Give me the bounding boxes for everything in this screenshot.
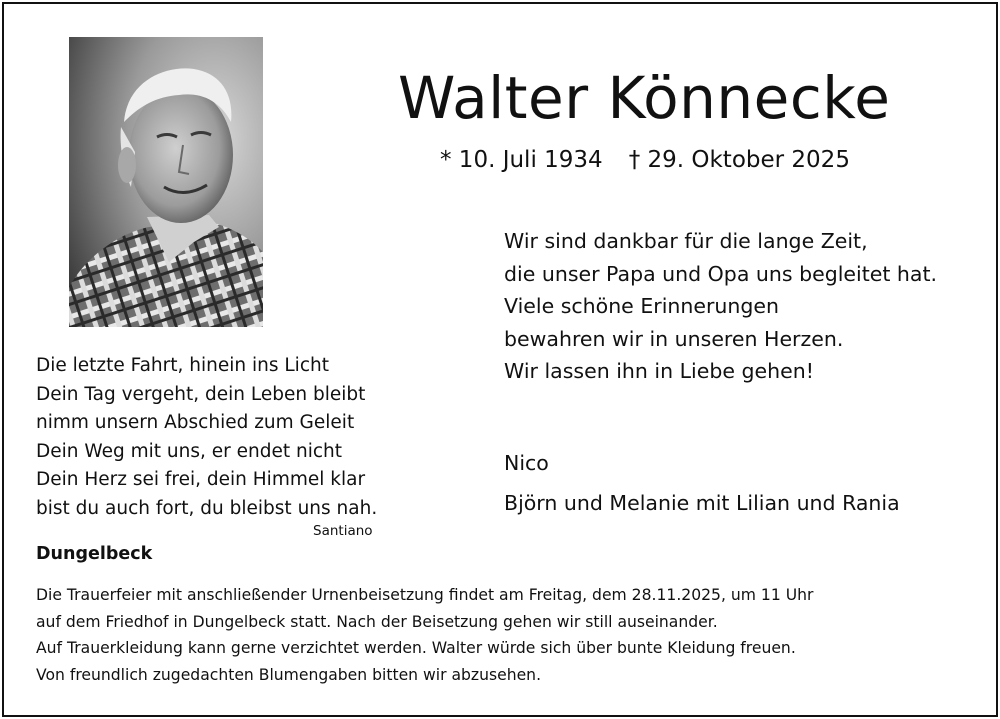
poem-line: Dein Herz sei frei, dein Himmel klar xyxy=(36,469,366,490)
quote-line: die unser Papa und Opa uns begleitet hat. xyxy=(504,261,938,286)
poem-line: Dein Tag vergeht, dein Leben bleibt xyxy=(36,383,366,405)
poem-line: bist du auch fort, du bleibst uns nah. xyxy=(36,497,378,519)
poem-line: Die letzte Fahrt, hinein ins Licht xyxy=(36,355,329,376)
poem-author: Santiano xyxy=(313,523,373,539)
info-line: Auf Trauerkleidung kann gerne verzichtet werden. Walter würde sich über bunte Kleidung freuen. xyxy=(36,639,796,657)
quote-line: Viele schöne Erinnerungen xyxy=(504,294,780,318)
funeral-info xyxy=(36,582,813,688)
family-member: Nico xyxy=(504,451,549,475)
family-quote xyxy=(504,225,937,388)
portrait-photo xyxy=(69,37,263,327)
poem-line: nimm unsern Abschied zum Geleit xyxy=(36,412,355,433)
death-date: † 29. Oktober 2025 xyxy=(628,147,850,173)
info-line: Von freundlich zugedachten Blumengaben bitten wir abzusehen. xyxy=(36,665,542,684)
quote-line: Wir lassen ihn in Liebe gehen! xyxy=(504,359,814,383)
family-member: Björn und Melanie mit Lilian und Rania xyxy=(504,491,900,515)
quote-line: bewahren wir in unseren Herzen. xyxy=(504,326,844,351)
deceased-name: Walter Könnecke xyxy=(398,64,891,132)
poem xyxy=(36,352,377,523)
life-dates xyxy=(440,147,850,173)
info-line: Die Trauerfeier mit anschließender Urnenbeisetzung findet am Freitag, dem 28.11.2025, um 11 Uhr xyxy=(36,586,814,604)
quote-line: Wir sind dankbar für die lange Zeit, xyxy=(504,229,868,253)
info-line: auf dem Friedhof in Dungelbeck statt. Nach der Beisetzung gehen wir still auseinander. xyxy=(36,612,718,631)
place-name: Dungelbeck xyxy=(36,544,153,564)
birth-date: * 10. Juli 1934 xyxy=(440,147,603,173)
poem-line: Dein Weg mit uns, er endet nicht xyxy=(36,440,342,462)
